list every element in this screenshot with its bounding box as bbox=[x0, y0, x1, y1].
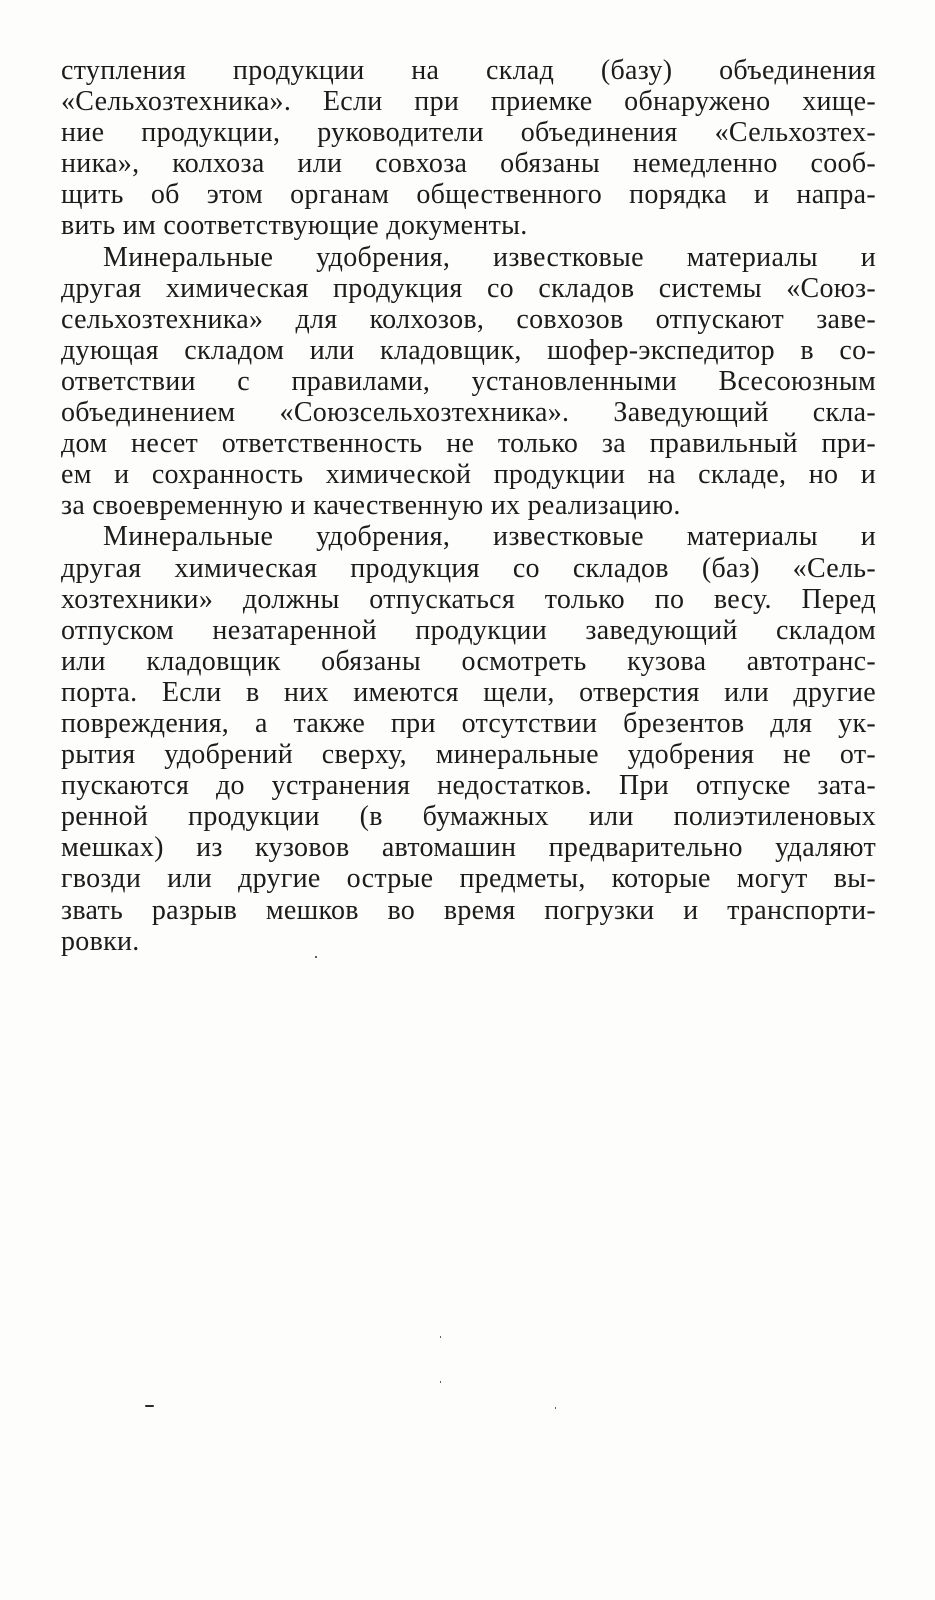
text-line: дующая складом или кладовщик, шофер-экспедитор в со- bbox=[61, 334, 876, 366]
body-text bbox=[61, 55, 876, 957]
scan-speck bbox=[315, 956, 317, 958]
text-line: щить об этом органам общественного порядка и напра- bbox=[61, 179, 876, 211]
text-line: объединением «Союзсельхозтехника». Заведующий скла- bbox=[61, 397, 876, 429]
text-line: пускаются до устранения недостатков. При отпуске зата- bbox=[61, 770, 876, 802]
text-line: дом несет ответственность не только за правильный при- bbox=[61, 428, 876, 460]
text-line: повреждения, а также при отсутствии брезентов для ук- bbox=[61, 707, 876, 739]
text-line: порта. Если в них имеются щели, отверстия или другие bbox=[61, 676, 876, 708]
text-line: Минеральные удобрения, известковые материалы и bbox=[103, 521, 876, 553]
text-line: отпуском незатаренной продукции заведующий складом bbox=[61, 614, 876, 646]
text-line: звать разрыв мешков во время погрузки и транспорти- bbox=[61, 894, 876, 926]
text-line: мешках) из кузовов автомашин предварительно удаляют bbox=[61, 832, 876, 864]
text-line: гвозди или другие острые предметы, которые могут вы- bbox=[61, 863, 876, 895]
text-line: ние продукции, руководители объединения «Сельхозтех- bbox=[61, 117, 876, 149]
text-line: ем и сохранность химической продукции на складе, но и bbox=[61, 459, 876, 491]
text-line: ровки. bbox=[61, 925, 140, 957]
text-line: другая химическая продукция со складов системы «Союз- bbox=[61, 272, 876, 304]
scan-speck bbox=[440, 1336, 441, 1338]
text-line: рытия удобрений сверху, минеральные удобрения не от- bbox=[61, 739, 876, 771]
text-line: Минеральные удобрения, известковые материалы и bbox=[103, 241, 876, 273]
text-line: вить им соответствующие документы. bbox=[61, 210, 528, 242]
text-line: другая химическая продукция со складов (баз) «Сель- bbox=[61, 552, 876, 584]
scan-speck bbox=[440, 1381, 441, 1383]
text-line: ника», колхоза или совхоза обязаны немедленно сооб- bbox=[61, 148, 876, 180]
text-line: хозтехники» должны отпускаться только по весу. Перед bbox=[61, 583, 876, 615]
scan-speck bbox=[145, 1405, 154, 1407]
scan-speck bbox=[555, 1407, 556, 1409]
text-line: за своевременную и качественную их реализацию. bbox=[61, 490, 681, 522]
text-line: ступления продукции на склад (базу) объединения bbox=[61, 55, 876, 86]
text-line: ответствии с правилами, установленными Всесоюзным bbox=[61, 365, 876, 397]
paragraph-1 bbox=[61, 55, 876, 242]
paragraph-3 bbox=[61, 521, 876, 956]
paragraph-2 bbox=[61, 242, 876, 522]
text-line: или кладовщик обязаны осмотреть кузова автотранс- bbox=[61, 645, 876, 677]
text-line: «Сельхозтехника». Если при приемке обнаружено хище- bbox=[61, 86, 876, 118]
text-line: ренной продукции (в бумажных или полиэтиленовых bbox=[61, 801, 876, 833]
text-line: сельхозтехника» для колхозов, совхозов отпускают заве- bbox=[61, 303, 876, 335]
